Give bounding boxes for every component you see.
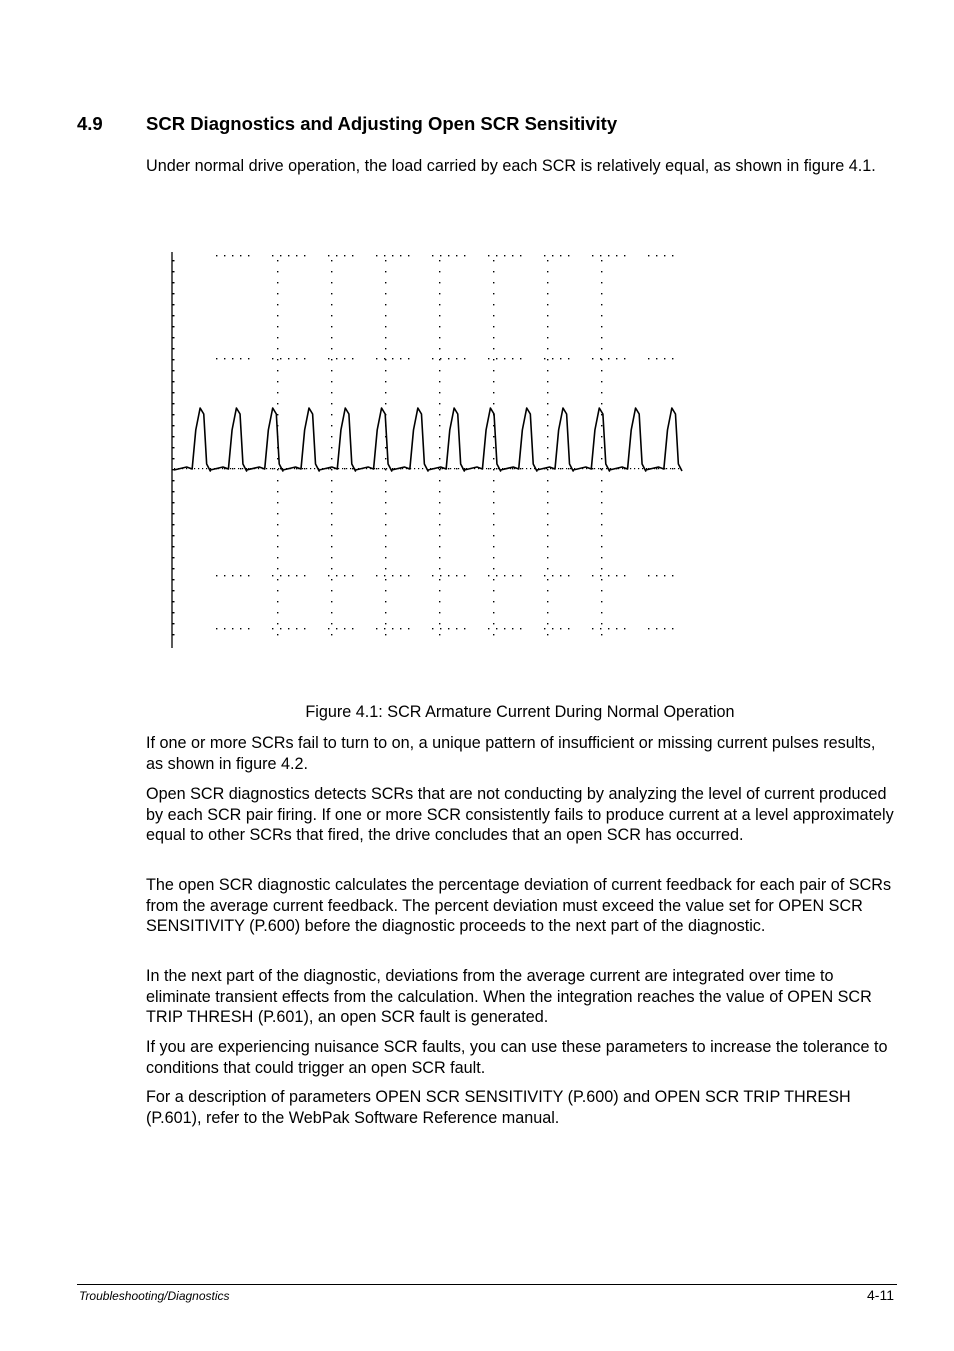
page-number: 4-11	[867, 1287, 894, 1303]
paragraph-integration: In the next part of the diagnostic, deviations from the average current are integrated over time to eliminate transient effects from the calculation. When the integration reaches the value of OPEN SCR TRIP THRESH (P.601), an open SCR fault is generated.	[146, 967, 872, 1026]
footer-section: Troubleshooting/Diagnostics	[79, 1289, 230, 1303]
paragraph-missing-pulses: If one or more SCRs fail to turn to on, a unique pattern of insufficient or missing current pulses results, as shown in figure 4.2.	[146, 734, 876, 773]
section-number: 4.9	[77, 113, 103, 134]
section-title: SCR Diagnostics and Adjusting Open SCR Sensitivity	[146, 113, 618, 134]
current-waveform	[174, 408, 682, 471]
scope-trace-figure	[160, 240, 700, 660]
paragraph-open-scr-detection: Open SCR diagnostics detects SCRs that are not conducting by analyzing the level of current produced by each SCR pair firing. If one or more SCR consistently fails to produce current at a level approximately equal to other SCRs that fired, the drive concludes that an open SCR has occurred.	[146, 785, 894, 844]
paragraph-nuisance-faults: If you are experiencing nuisance SCR faults, you can use these parameters to increase the tolerance to conditions that could trigger an open SCR fault.	[146, 1038, 888, 1077]
paragraph-percentage-deviation: The open SCR diagnostic calculates the percentage deviation of current feedback for each pair of SCRs from the average current feedback. The percent deviation must exceed the value set for OPEN SCR SENSITIVITY (P.600) before the diagnostic proceeds to the next part of the diagnostic.	[146, 876, 892, 935]
footer-rule	[77, 1284, 897, 1285]
scope-grid	[172, 255, 679, 635]
intro-paragraph: Under normal drive operation, the load carried by each SCR is relatively equal, as shown in figure 4.1.	[146, 157, 876, 175]
figure-caption: Figure 4.1: SCR Armature Current During Normal Operation	[305, 703, 735, 721]
paragraph-reference: For a description of parameters OPEN SCR SENSITIVITY (P.600) and OPEN SCR TRIP THRESH (P.601), refer to the WebPak Software Reference manual.	[146, 1088, 851, 1127]
